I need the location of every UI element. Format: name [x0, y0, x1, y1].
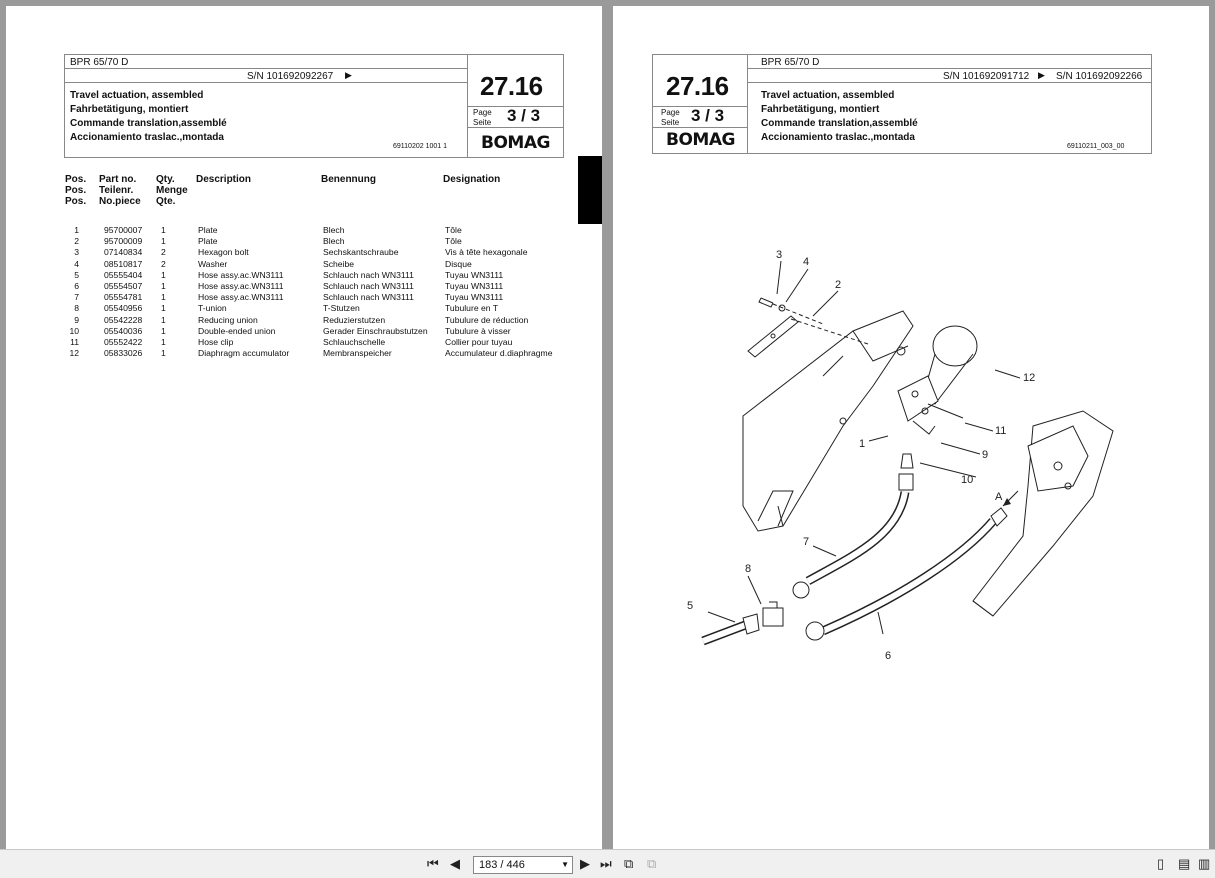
cell-pos: 6 [74, 281, 79, 291]
callout-11: 11 [995, 425, 1007, 437]
left-page [6, 6, 602, 849]
cell-description: Plate [198, 236, 218, 247]
cell-qty: 1 [161, 281, 166, 291]
cell-pos: 5 [74, 269, 79, 280]
cell-description: Hexagon bolt [198, 247, 249, 258]
col-pos-de: Pos. [65, 185, 87, 196]
cell-benennung: Reduzierstutzen [323, 314, 386, 325]
cell-pos: 4 [74, 258, 79, 269]
cell-qty: 1 [161, 269, 166, 280]
last-page-icon[interactable]: ⏭ [600, 856, 612, 871]
col-qty-fr: Qte. [156, 196, 176, 207]
cell-description: Plate [198, 225, 218, 235]
right-header-box [652, 54, 1152, 154]
cell-designation: Disque [445, 258, 472, 269]
two-page-icon[interactable]: ▥ [1198, 856, 1211, 871]
bomag-logo: BOMAG [481, 133, 550, 153]
callout-10: 10 [961, 474, 974, 486]
single-page-icon[interactable]: ▯ [1157, 856, 1165, 871]
doc-code: 69110202 1001 1 [393, 143, 447, 150]
cell-benennung: Scheibe [323, 258, 355, 269]
cell-description: Hose assy.ac.WN3111 [198, 292, 284, 303]
cell-designation: Tôle [445, 225, 462, 235]
cell-part-no: 05554781 [104, 292, 143, 303]
viewer-toolbar [0, 849, 1215, 878]
serial-label: S/N 101692092267 [247, 71, 334, 82]
left-header-box [64, 54, 564, 158]
cell-designation: Vis à tête hexagonale [445, 247, 528, 258]
cell-pos: 11 [70, 337, 79, 347]
cell-designation: Tuyau WN3111 [445, 292, 504, 303]
cell-description: Hose assy.ac.WN3111 [198, 269, 284, 280]
cell-benennung: Schlauchschelle [323, 337, 386, 347]
cell-description: Washer [198, 258, 228, 269]
page-number: 3 / 3 [691, 106, 725, 125]
cell-part-no: 05555404 [104, 269, 143, 280]
cell-part-no: 05833026 [104, 348, 143, 359]
section-tab-marker [578, 156, 602, 224]
cell-benennung: Blech [323, 236, 345, 247]
callout-9: 9 [982, 449, 989, 461]
cell-description: Hose assy.ac.WN3111 [198, 281, 284, 291]
next-page-icon[interactable]: ▶ [580, 856, 590, 871]
cell-benennung: Schlauch nach WN3111 [323, 281, 414, 291]
triangle-right-icon: ▶ [345, 70, 352, 80]
page-label-en: Page [473, 108, 492, 117]
cell-pos: 12 [69, 348, 79, 359]
model-label: BPR 65/70 D [761, 57, 820, 68]
cell-benennung: Blech [323, 225, 345, 235]
col-designation: Designation [443, 174, 501, 185]
cell-description: T-union [198, 303, 227, 314]
cell-part-no: 95700009 [104, 236, 143, 247]
serial-to: S/N 101692092266 [1056, 71, 1143, 82]
cell-benennung: T-Stutzen [323, 303, 360, 314]
cell-part-no: 05540956 [104, 303, 143, 314]
col-description: Description [196, 174, 252, 185]
cell-designation: Tôle [445, 236, 462, 247]
title-de: Fahrbetätigung, montiert [761, 104, 880, 115]
cell-pos: 3 [74, 247, 79, 258]
first-page-icon[interactable]: ⏮ [427, 856, 439, 871]
cell-qty: 1 [161, 314, 166, 325]
title-de: Fahrbetätigung, montiert [70, 104, 189, 115]
cell-part-no: 05554507 [104, 281, 143, 291]
cell-qty: 1 [161, 348, 166, 359]
title-fr: Commande translation,assemblé [761, 118, 918, 129]
continuous-icon[interactable]: ▤ [1178, 856, 1191, 871]
cell-designation: Tubulure de réduction [445, 314, 529, 325]
col-qty-de: Menge [156, 185, 188, 196]
title-es: Accionamiento traslac.,montada [761, 132, 915, 143]
cell-part-no: 05542228 [104, 314, 143, 325]
col-pos-en: Pos. [65, 174, 87, 185]
callout-a: A [995, 491, 1003, 503]
cell-part-no: 08510817 [104, 258, 143, 269]
cell-benennung: Membranspeicher [323, 348, 392, 359]
cell-designation: Tuyau WN3111 [445, 269, 504, 280]
cell-description: Reducing union [198, 314, 258, 325]
page-number-select[interactable] [473, 856, 573, 874]
section-number: 27.16 [480, 71, 543, 101]
callout-3: 3 [776, 249, 783, 261]
cell-pos: 9 [74, 314, 79, 325]
cell-qty: 1 [161, 292, 166, 303]
cell-qty: 1 [161, 337, 166, 347]
page-label-en: Page [661, 108, 680, 117]
col-partno-en: Part no. [99, 174, 137, 185]
bomag-logo: BOMAG [666, 130, 735, 150]
callout-1: 1 [859, 438, 866, 450]
cell-designation: Tuyau WN3111 [445, 281, 504, 291]
callout-8: 8 [745, 563, 752, 575]
callout-5: 5 [687, 600, 694, 612]
prev-page-icon[interactable]: ◀ [450, 856, 460, 871]
cell-pos: 7 [74, 292, 79, 303]
page-number: 3 / 3 [507, 106, 541, 125]
cell-designation: Collier pour tuyau [445, 337, 513, 347]
cell-part-no: 07140834 [104, 247, 143, 258]
cell-description: Hose clip [198, 337, 234, 347]
cell-designation: Tubulure en T [445, 303, 499, 314]
callout-2: 2 [835, 279, 842, 291]
cell-description: Double-ended union [198, 325, 276, 336]
callout-7: 7 [803, 536, 810, 548]
cell-benennung: Sechskantschraube [323, 247, 399, 258]
triangle-right-icon: ▶ [1038, 70, 1045, 80]
cell-pos: 8 [74, 303, 79, 314]
col-qty-en: Qty. [156, 174, 175, 185]
cell-benennung: Schlauch nach WN3111 [323, 292, 414, 303]
section-number: 27.16 [666, 71, 729, 101]
cell-part-no: 05552422 [104, 337, 143, 347]
chevron-down-icon: ▼ [561, 860, 569, 869]
cell-benennung: Schlauch nach WN3111 [323, 269, 414, 280]
cell-designation: Accumulateur d.diaphragme [445, 348, 553, 359]
cell-part-no: 05540036 [104, 325, 143, 336]
col-partno-fr: No.piece [99, 196, 141, 207]
compare-icon[interactable]: ⧉ [647, 856, 657, 871]
exploded-parts-drawing [673, 236, 1133, 666]
cell-qty: 2 [161, 247, 166, 258]
page-label-de: Seite [473, 118, 492, 127]
cell-qty: 1 [161, 225, 166, 235]
callout-6: 6 [885, 650, 892, 662]
col-benennung: Benennung [321, 174, 376, 185]
rotate-icon[interactable]: ⧉ [624, 856, 634, 871]
cell-qty: 1 [161, 325, 166, 336]
col-partno-de: Teilenr. [99, 185, 134, 196]
title-en: Travel actuation, assembled [70, 90, 204, 101]
col-pos-fr: Pos. [65, 196, 87, 207]
cell-benennung: Gerader Einschraubstutzen [323, 325, 428, 336]
cell-pos: 2 [74, 236, 79, 247]
cell-qty: 1 [161, 236, 166, 247]
cell-designation: Tubulure à visser [445, 325, 511, 336]
title-fr: Commande translation,assemblé [70, 118, 227, 129]
title-es: Accionamiento traslac.,montada [70, 132, 224, 143]
title-en: Travel actuation, assembled [761, 90, 895, 101]
callout-12: 12 [1023, 372, 1036, 384]
cell-qty: 1 [161, 303, 166, 314]
model-label: BPR 65/70 D [70, 57, 129, 68]
cell-qty: 2 [161, 258, 166, 269]
doc-code: 69110211_003_00 [1067, 143, 1125, 150]
serial-from: S/N 101692091712 [943, 71, 1030, 82]
page-label-de: Seite [661, 118, 680, 127]
page-indicator: 183 / 446 [479, 859, 525, 871]
cell-description: Diaphragm accumulator [198, 348, 290, 359]
cell-pos: 1 [74, 225, 79, 235]
right-page [613, 6, 1209, 849]
cell-part-no: 95700007 [104, 225, 143, 235]
callout-4: 4 [803, 256, 810, 268]
cell-pos: 10 [69, 325, 79, 336]
